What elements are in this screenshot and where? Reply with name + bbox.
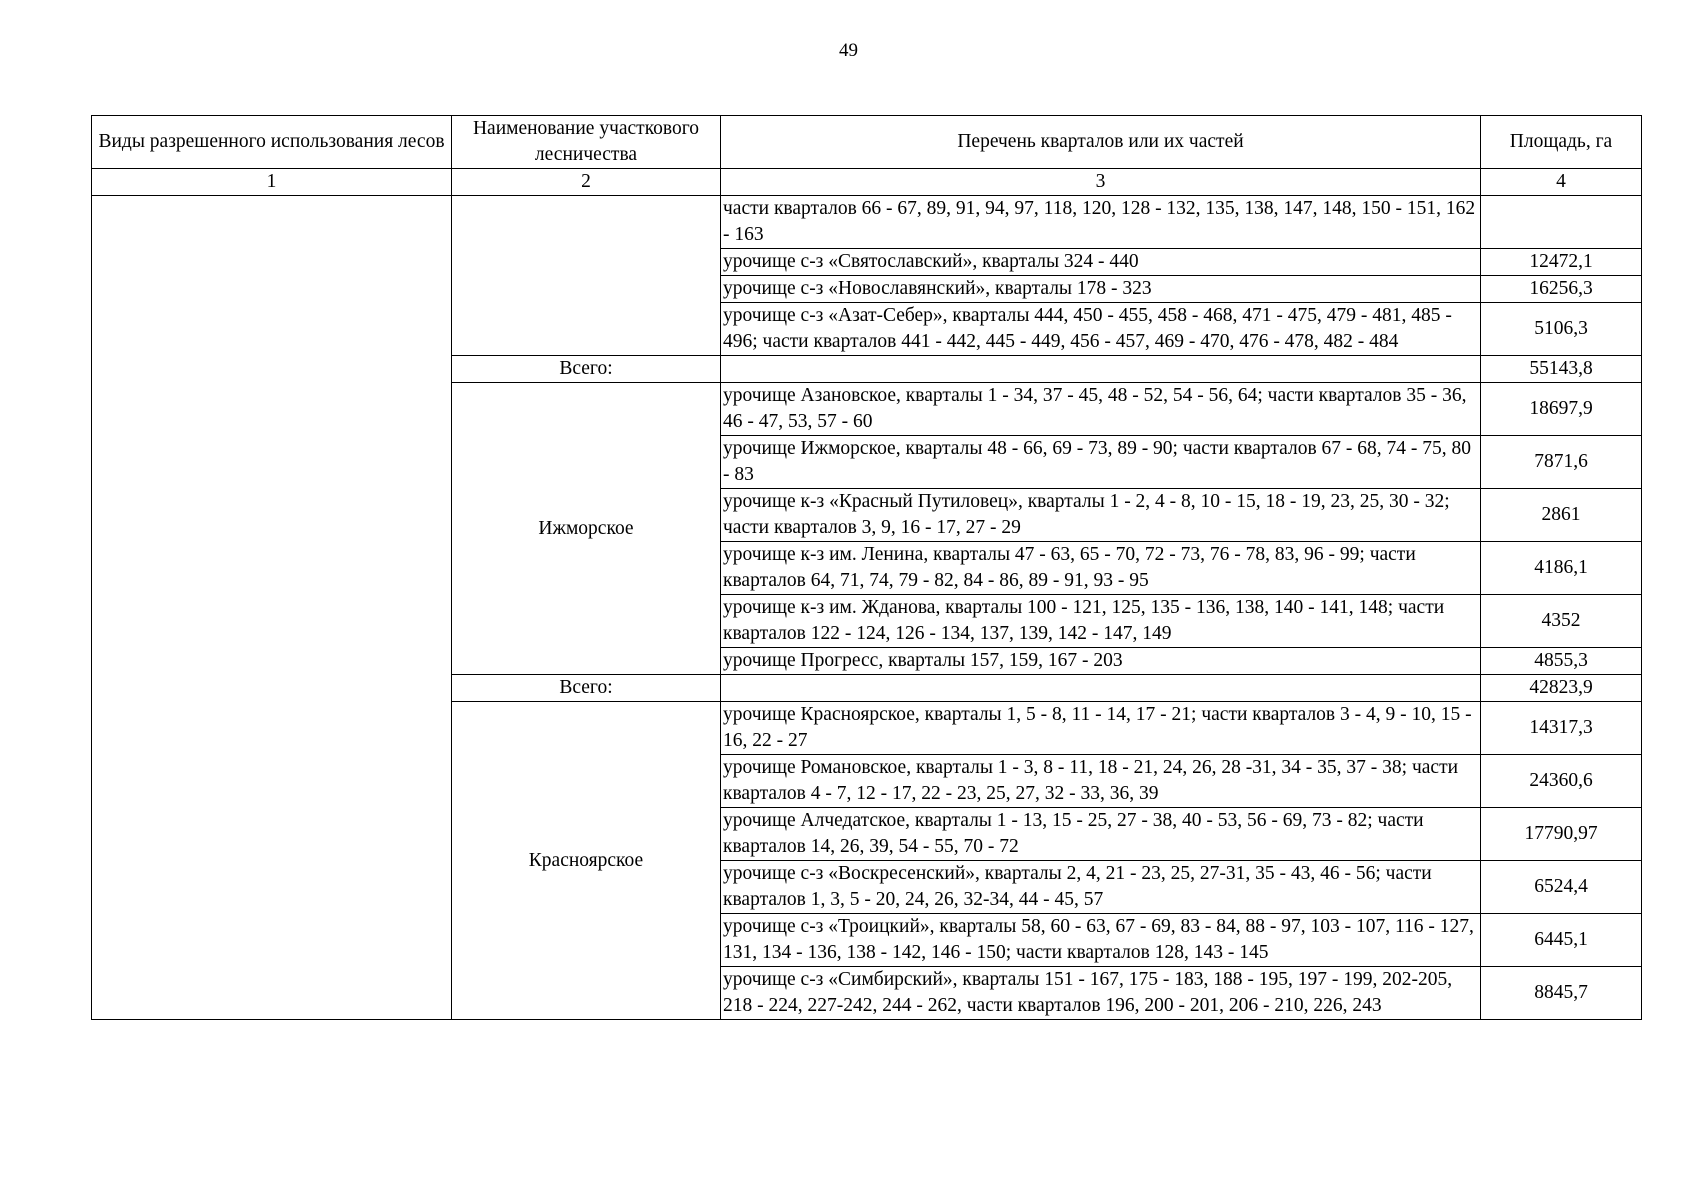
header-row: [92, 116, 1642, 169]
table-body: [92, 196, 1642, 1020]
quarters-list-cell: части кварталов 66 - 67, 89, 91, 94, 97, 118, 120, 128 - 132, 135, 138, 147, 148, 150 - 151, 162 - 163: [721, 196, 1481, 249]
area-cell: 16256,3: [1481, 276, 1642, 303]
forestry-name-cell: Ижморское: [452, 383, 721, 675]
column-number-row: [92, 169, 1642, 196]
forest-use-table: [91, 115, 1642, 1020]
area-cell: 6524,4: [1481, 861, 1642, 914]
total-area-cell: 55143,8: [1481, 356, 1642, 383]
area-cell: 14317,3: [1481, 702, 1642, 755]
column-number: 3: [721, 169, 1481, 196]
area-cell: 18697,9: [1481, 383, 1642, 436]
quarters-list-cell: урочище с-з «Симбирский», кварталы 151 - 167, 175 - 183, 188 - 195, 197 - 199, 202-205, 218 - 224, 227-242, 244 - 262, части кварталов 196, 200 - 201, 206 - 210, 226, 243: [721, 967, 1481, 1020]
forestry-name-cell: [452, 196, 721, 356]
column-number: 2: [452, 169, 721, 196]
area-cell: 5106,3: [1481, 303, 1642, 356]
area-cell: 12472,1: [1481, 249, 1642, 276]
quarters-list-cell: урочище к-з «Красный Путиловец», кварталы 1 - 2, 4 - 8, 10 - 15, 18 - 19, 23, 25, 30 - 32; части кварталов 3, 9, 16 - 17, 27 - 29: [721, 489, 1481, 542]
area-cell: 17790,97: [1481, 808, 1642, 861]
quarters-list-cell: урочище Красноярское, кварталы 1, 5 - 8, 11 - 14, 17 - 21; части кварталов 3 - 4, 9 - 10, 15 - 16, 22 - 27: [721, 702, 1481, 755]
quarters-list-cell: урочище Ижморское, кварталы 48 - 66, 69 - 73, 89 - 90; части кварталов 67 - 68, 74 - 75, 80 - 83: [721, 436, 1481, 489]
area-cell: 7871,6: [1481, 436, 1642, 489]
column-number: 1: [92, 169, 452, 196]
quarters-list-cell: урочище с-з «Азат-Себер», кварталы 444, 450 - 455, 458 - 468, 471 - 475, 479 - 481, 485 - 496; части кварталов 441 - 442, 445 - 449, 456 - 457, 469 - 470, 476 - 478, 482 - 484: [721, 303, 1481, 356]
quarters-list-cell: урочище с-з «Воскресенский», кварталы 2, 4, 21 - 23, 25, 27-31, 35 - 43, 46 - 56; части кварталов 1, 3, 5 - 20, 24, 26, 32-34, 44 - 45, 57: [721, 861, 1481, 914]
page-number: 49: [839, 40, 858, 61]
total-label-cell: Всего:: [452, 675, 721, 702]
quarters-list-cell: урочище Алчедатское, кварталы 1 - 13, 15 - 25, 27 - 38, 40 - 53, 56 - 69, 73 - 82; части кварталов 14, 26, 39, 54 - 55, 70 - 72: [721, 808, 1481, 861]
total-empty-cell: [721, 356, 1481, 383]
header-forest-use-types: Виды разрешенного использования лесов: [92, 116, 452, 169]
column-number: 4: [1481, 169, 1642, 196]
forestry-name-cell: Красноярское: [452, 702, 721, 1020]
area-cell: 24360,6: [1481, 755, 1642, 808]
quarters-list-cell: урочище Романовское, кварталы 1 - 3, 8 - 11, 18 - 21, 24, 26, 28 -31, 34 - 35, 37 - 38; части кварталов 4 - 7, 12 - 17, 22 - 23, 25, 27, 32 - 33, 36, 39: [721, 755, 1481, 808]
area-cell: 4855,3: [1481, 648, 1642, 675]
area-cell: 6445,1: [1481, 914, 1642, 967]
forest-use-type-cell: [92, 196, 452, 1020]
table-row: [92, 196, 1642, 249]
quarters-list-cell: урочище к-з им. Ленина, кварталы 47 - 63, 65 - 70, 72 - 73, 76 - 78, 83, 96 - 99; части кварталов 64, 71, 74, 79 - 82, 84 - 86, 89 - 91, 93 - 95: [721, 542, 1481, 595]
header-forestry-name: Наименование участкового лесничества: [452, 116, 721, 169]
quarters-list-cell: урочище с-з «Троицкий», кварталы 58, 60 - 63, 67 - 69, 83 - 84, 88 - 97, 103 - 107, 116 - 127, 131, 134 - 136, 138 - 142, 146 - 150; части кварталов 128, 143 - 145: [721, 914, 1481, 967]
header-quarters-list: Перечень кварталов или их частей: [721, 116, 1481, 169]
header-area: Площадь, га: [1481, 116, 1642, 169]
area-cell: [1481, 196, 1642, 249]
quarters-list-cell: урочище к-з им. Жданова, кварталы 100 - 121, 125, 135 - 136, 138, 140 - 141, 148; части кварталов 122 - 124, 126 - 134, 137, 139, 142 - 147, 149: [721, 595, 1481, 648]
total-area-cell: 42823,9: [1481, 675, 1642, 702]
quarters-list-cell: урочище с-з «Новославянский», кварталы 178 - 323: [721, 276, 1481, 303]
area-cell: 4186,1: [1481, 542, 1642, 595]
area-cell: 2861: [1481, 489, 1642, 542]
area-cell: 8845,7: [1481, 967, 1642, 1020]
total-empty-cell: [721, 675, 1481, 702]
quarters-list-cell: урочище Азановское, кварталы 1 - 34, 37 - 45, 48 - 52, 54 - 56, 64; части кварталов 35 - 36, 46 - 47, 53, 57 - 60: [721, 383, 1481, 436]
total-label-cell: Всего:: [452, 356, 721, 383]
quarters-list-cell: урочище с-з «Святославский», кварталы 324 - 440: [721, 249, 1481, 276]
area-cell: 4352: [1481, 595, 1642, 648]
quarters-list-cell: урочище Прогресс, кварталы 157, 159, 167 - 203: [721, 648, 1481, 675]
